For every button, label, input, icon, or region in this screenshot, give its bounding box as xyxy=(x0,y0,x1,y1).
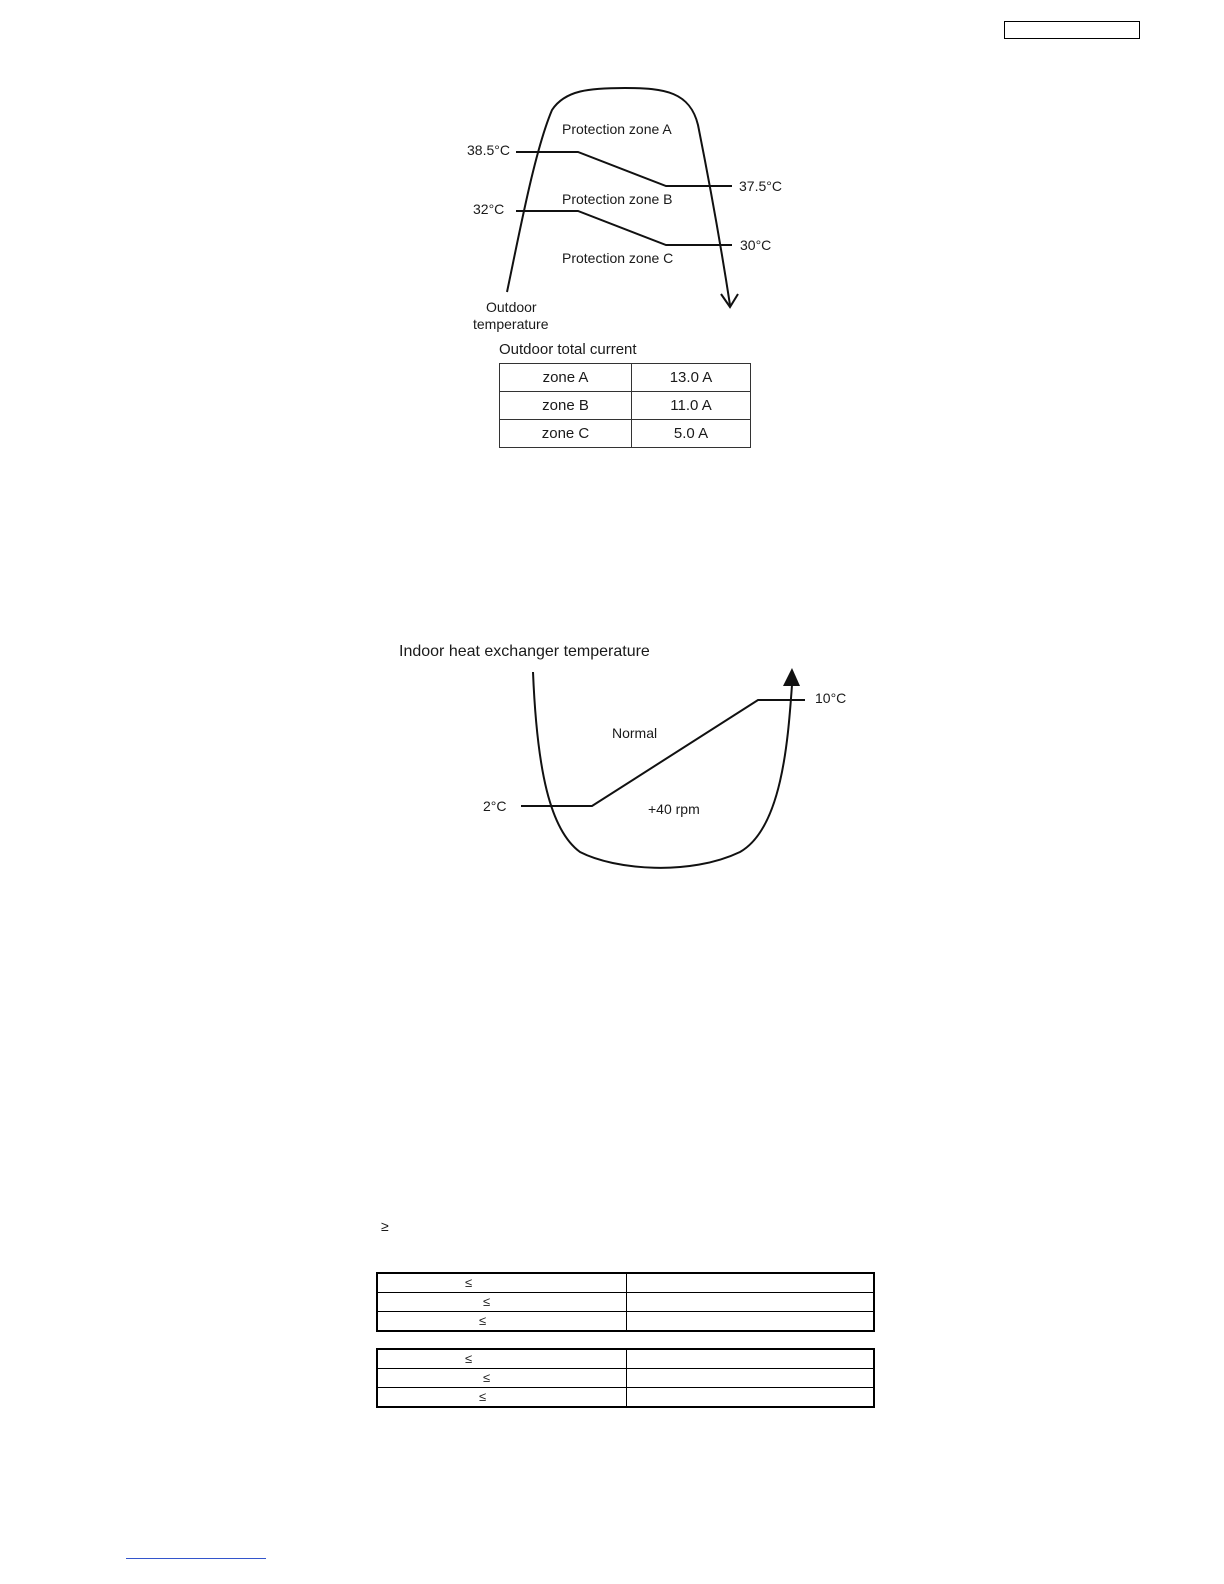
temp-low-label: 2°C xyxy=(483,798,507,814)
temp-low-right-label: 30°C xyxy=(740,237,772,253)
zone-b-label: Protection zone B xyxy=(562,191,673,207)
current-cell: 5.0 A xyxy=(632,420,751,448)
normal-label: Normal xyxy=(612,725,658,741)
leq-symbol: ≤ xyxy=(483,1370,491,1385)
outdoor-axis-label-line2: temperature xyxy=(473,316,549,332)
outdoor-axis-label-line1: Outdoor xyxy=(486,299,537,315)
current-cell: 13.0 A xyxy=(632,364,751,392)
zone-cell: zone B xyxy=(500,392,632,420)
temp-high-right-label: 37.5°C xyxy=(739,178,782,194)
table-row xyxy=(377,1293,874,1312)
temperature-threshold-line xyxy=(521,700,805,806)
temp-high-label: 10°C xyxy=(815,690,847,706)
leq-symbol: ≤ xyxy=(479,1389,487,1404)
table-row xyxy=(377,1369,874,1388)
condition-table-2 xyxy=(376,1348,875,1408)
table-row xyxy=(377,1312,874,1332)
footer-link-underline[interactable] xyxy=(126,1558,266,1559)
leq-symbol: ≤ xyxy=(465,1275,473,1290)
current-cell: 11.0 A xyxy=(632,392,751,420)
curve-arrowhead xyxy=(783,668,800,686)
table-row xyxy=(377,1388,874,1408)
temp-low-left-label: 32°C xyxy=(473,201,505,217)
geq-symbol: ≥ xyxy=(381,1218,389,1234)
leq-symbol: ≤ xyxy=(483,1294,491,1309)
table-row xyxy=(377,1349,874,1369)
current-table-title: Outdoor total current xyxy=(499,341,637,358)
leq-symbol: ≤ xyxy=(479,1313,487,1328)
zone-a-label: Protection zone A xyxy=(562,121,672,137)
table-row xyxy=(377,1273,874,1293)
condition-table-1 xyxy=(376,1272,875,1332)
indoor-temperature-curve xyxy=(533,672,792,868)
zone-cell: zone A xyxy=(500,364,632,392)
temp-high-left-label: 38.5°C xyxy=(467,142,510,158)
indoor-diagram-title: Indoor heat exchanger temperature xyxy=(399,643,650,660)
boost-label: +40 rpm xyxy=(648,801,700,817)
leq-symbol: ≤ xyxy=(465,1351,473,1366)
zone-cell: zone C xyxy=(500,420,632,448)
zone-c-label: Protection zone C xyxy=(562,250,674,266)
